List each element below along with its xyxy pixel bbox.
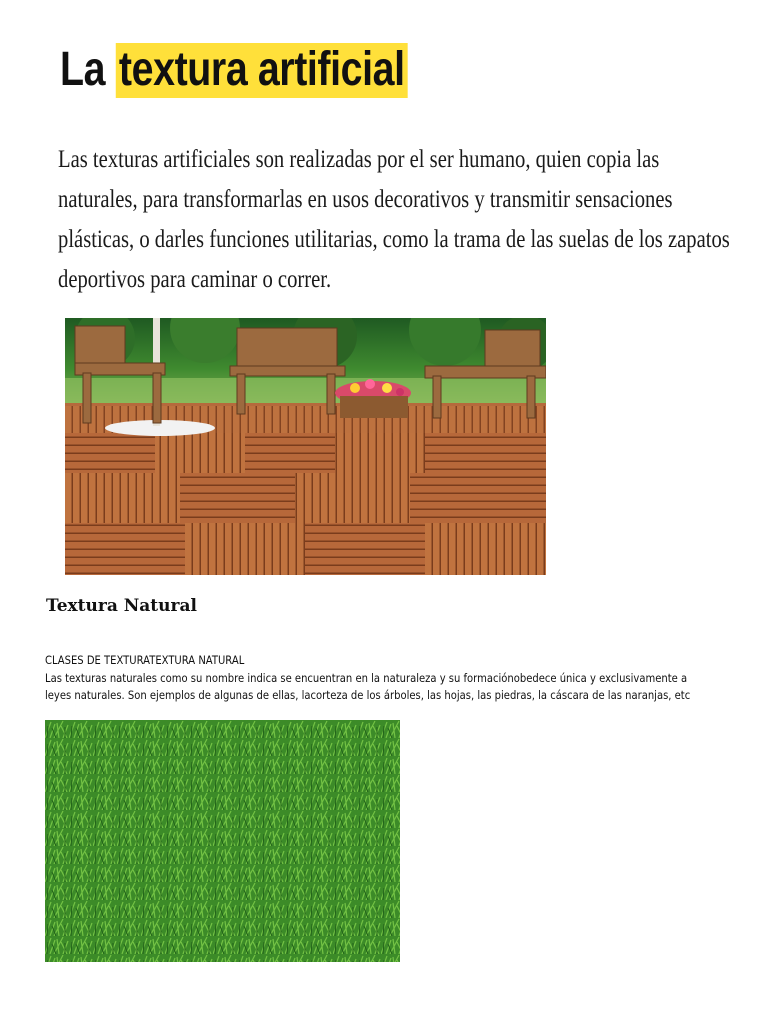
intro-paragraph: Las texturas artificiales son realizadas por el ser humano, quien copia las naturales, para transformarlas en usos decorativos y transmitir sensaciones plásticas, o darles funciones utilitarias, como la trama de las suelas de los zapatos deportivos para caminar o correr. — [58, 146, 730, 293]
title-highlight: textura artificial — [116, 43, 408, 98]
section-body: Las texturas naturales como su nombre indica se encuentran en la naturaleza y su formaciónobedece única y exclusivamente a leyes naturales. Son ejemplos de algunas de ellas, lacorteza de los árboles, las hojas, las piedras, la cáscara de las naranjas, etc — [45, 670, 691, 702]
natural-texture-text — [45, 652, 706, 705]
section-label: CLASES DE TEXTURATEXTURA NATURAL — [45, 653, 245, 667]
grass-texture-photo — [45, 720, 400, 962]
page-title — [60, 40, 408, 100]
title-prefix: La — [60, 43, 106, 96]
section-heading: Textura Natural — [46, 596, 197, 616]
wooden-deck-photo — [65, 318, 546, 575]
